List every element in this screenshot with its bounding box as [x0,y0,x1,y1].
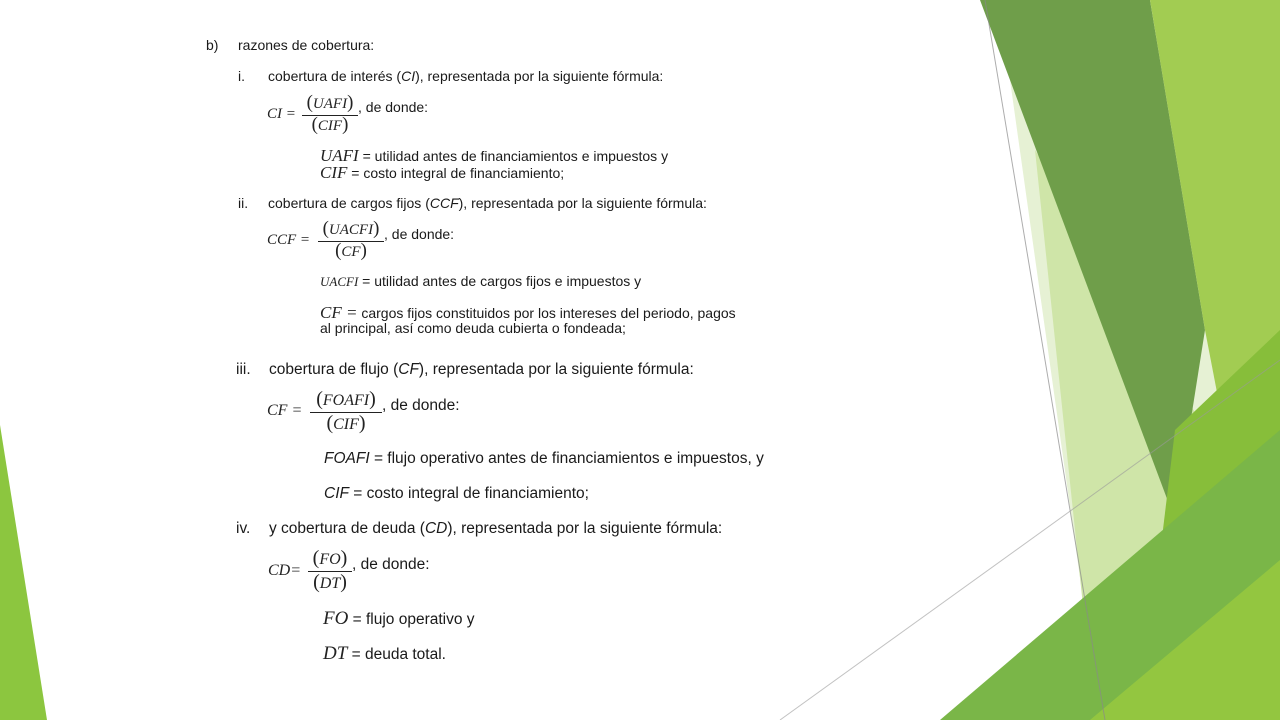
formula-fraction [310,389,382,437]
heading-text: y cobertura de deuda ( [269,520,425,537]
definition-symbol: CF = [320,303,358,322]
section-marker: b) [206,37,219,53]
formula-suffix: , de donde: [382,397,460,414]
definition-text: = costo integral de financiamiento; [348,485,589,502]
denominator-text: CIF [333,416,359,433]
formula-lhs: CF = [267,402,303,419]
heading-text: ), representada por la siguiente fórmula: [447,520,723,537]
item-heading [269,520,722,538]
numerator-text: FO [319,551,341,568]
definition-text: = costo integral de financiamiento; [347,165,565,181]
definition-text: = utilidad antes de financiamientos e impuestos y [358,148,669,164]
definition-symbol: CIF [320,163,348,182]
formula-numerator: (UACFI) [322,218,380,239]
item-heading [269,361,694,379]
formula-suffix: , de donde: [358,99,429,115]
heading-text: cobertura de interés ( [268,68,402,84]
formula-fraction [308,548,352,596]
heading-abbreviation: CD [424,520,448,537]
formula-denominator: (CIF) [311,114,349,135]
section-title: razones de cobertura: [238,37,375,53]
definition-symbol: CIF [324,485,349,502]
item-heading [268,195,707,211]
definition-line [320,273,641,290]
formula-denominator: (DT) [313,571,347,593]
formula-lhs: CI = [267,106,296,122]
heading-abbreviation: CF [398,361,419,378]
formula-numerator: (FO) [312,547,348,569]
formula-numerator: (FOAFI) [316,388,376,410]
denominator-text: CF [341,244,361,260]
definition-text: = flujo operativo antes de financiamientos e impuestos, y [369,450,764,467]
definition-text: = utilidad antes de cargos fijos e impuestos y [358,273,642,289]
heading-text: ), representada por la siguiente fórmula: [418,361,694,378]
item-marker: iv. [236,520,251,537]
definition-symbol: FO [323,608,349,629]
denominator-text: CIF [317,118,343,134]
item-marker: iii. [236,361,251,378]
definition-symbol: UAFI [320,146,359,165]
definition-symbol: FOAFI [324,450,370,467]
formula-fraction [302,94,358,138]
heading-text: ), representada por la siguiente fórmula: [458,195,707,211]
definition-line [324,485,589,503]
formula-lhs: CCF = [267,232,311,248]
heading-abbreviation: CI [401,68,416,84]
definition-text: = flujo operativo y [348,611,475,628]
formula-numerator: (UAFI) [306,92,354,113]
heading-text: ), representada por la siguiente fórmula: [415,68,664,84]
definition-symbol: UACFI [320,274,359,289]
formula-suffix: , de donde: [384,226,455,242]
definition-text: = deuda total. [347,646,446,663]
formula-denominator: (CIF) [326,412,366,434]
formula-lhs: CD= [268,562,302,579]
heading-text: cobertura de flujo ( [269,361,399,378]
definition-line [320,163,564,183]
formula-denominator: (CF) [335,240,367,261]
item-heading [268,68,663,84]
definition-symbol: DT [323,643,348,664]
definition-line [323,608,475,630]
item-marker: ii. [238,195,249,211]
definition-continuation: al principal, así como deuda cubierta o fondeada; [320,320,626,336]
definition-line [324,450,764,468]
formula-suffix: , de donde: [352,556,430,573]
numerator-text: FOAFI [322,392,370,409]
numerator-text: UAFI [312,96,348,112]
formula-fraction [318,220,384,264]
definition-line [323,643,446,665]
heading-abbreviation: CCF [429,195,459,211]
denominator-text: DT [319,575,341,592]
item-marker: i. [238,68,245,84]
definition-text: cargos fijos constituidos por los intereses del periodo, pagos [357,305,736,321]
numerator-text: UACFI [328,222,374,238]
heading-text: cobertura de cargos fijos ( [268,195,430,211]
